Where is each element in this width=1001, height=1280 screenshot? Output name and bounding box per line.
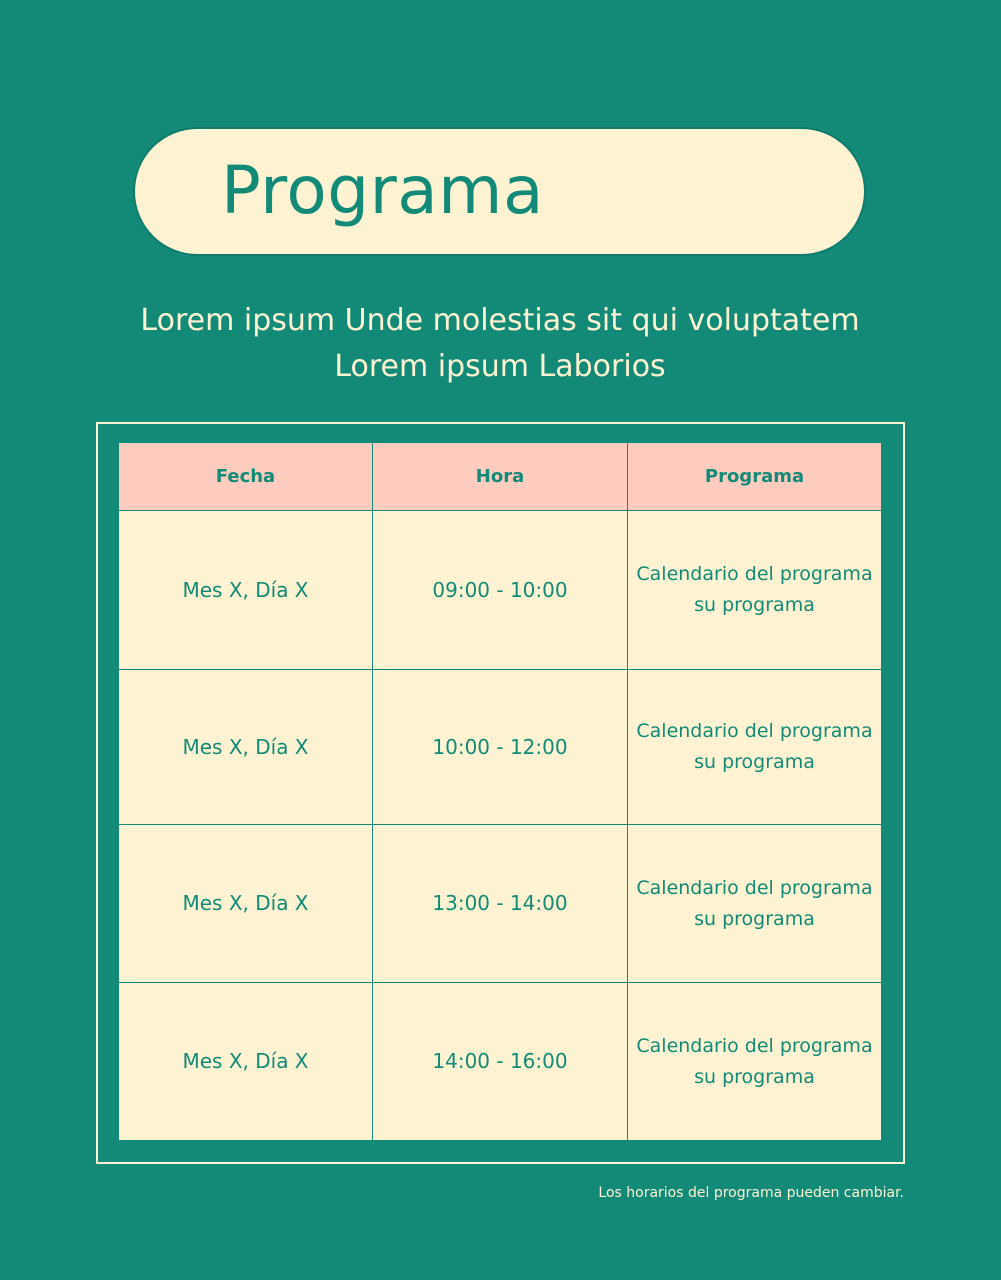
cell-programa (628, 670, 882, 825)
table-row (119, 511, 882, 670)
table-header-row (119, 443, 882, 511)
cell-fecha: Mes X, Día X (119, 511, 373, 670)
table-row (119, 670, 882, 825)
cell-programa-line-1: Calendario del programa (636, 720, 873, 742)
subtitle (100, 298, 900, 390)
cell-programa-line-1: Calendario del programa (636, 1034, 873, 1057)
table-row (119, 825, 882, 983)
cell-programa-line-2: su programa (694, 907, 815, 930)
cell-programa (628, 825, 882, 983)
header-fecha: Fecha (119, 443, 373, 511)
header-hora: Hora (373, 443, 628, 511)
cell-hora: 14:00 - 16:00 (373, 983, 628, 1141)
cell-hora: 10:00 - 12:00 (373, 670, 628, 825)
cell-hora: 13:00 - 14:00 (373, 825, 628, 983)
cell-programa-line-1: Calendario del programa (636, 563, 873, 585)
cell-programa-line-2: su programa (694, 751, 815, 773)
cell-programa-line-1: Calendario del programa (636, 876, 873, 899)
header-programa: Programa (628, 443, 882, 511)
page-title: Programa (221, 152, 544, 229)
title-banner (133, 127, 866, 256)
cell-programa (628, 983, 882, 1141)
schedule-table (118, 442, 882, 1141)
footnote: Los horarios del programa pueden cambiar. (598, 1185, 904, 1201)
table-row (119, 983, 882, 1141)
subtitle-line-1: Lorem ipsum Unde molestias sit qui voluptatem (140, 303, 860, 338)
cell-programa (628, 511, 882, 670)
cell-fecha: Mes X, Día X (119, 983, 373, 1141)
cell-fecha: Mes X, Día X (119, 670, 373, 825)
cell-hora: 09:00 - 10:00 (373, 511, 628, 670)
cell-fecha: Mes X, Día X (119, 825, 373, 983)
subtitle-line-2: Lorem ipsum Laborios (334, 349, 666, 384)
cell-programa-line-2: su programa (694, 1065, 815, 1088)
cell-programa-line-2: su programa (694, 594, 815, 616)
